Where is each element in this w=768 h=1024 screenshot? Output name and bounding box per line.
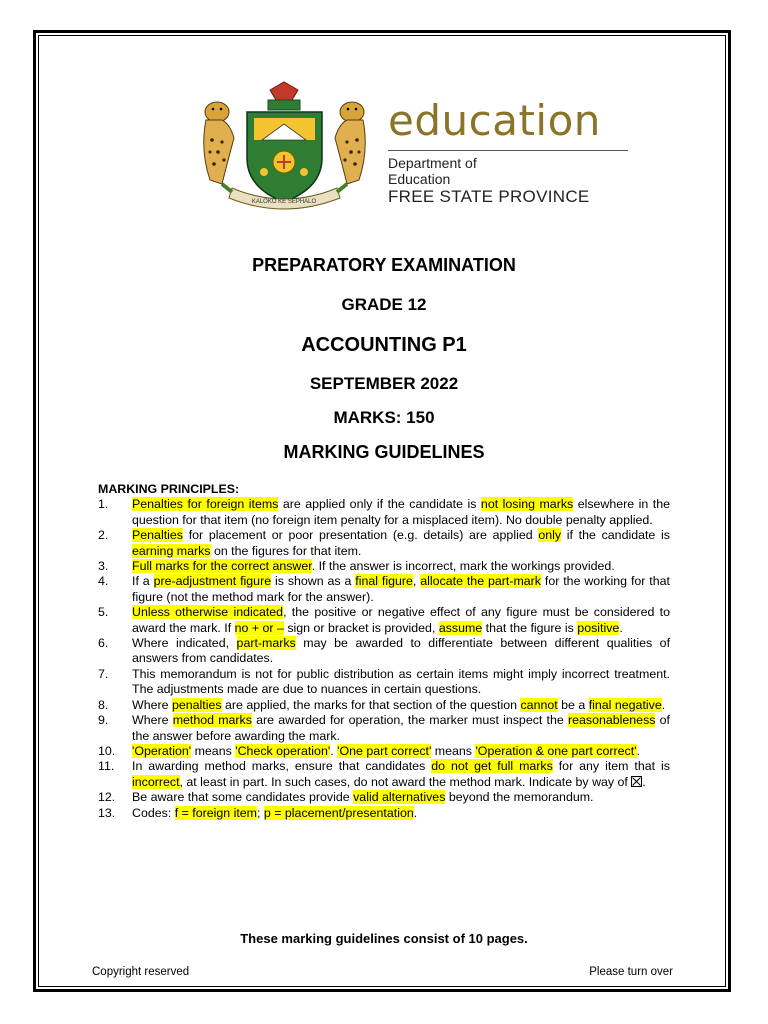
principle-item	[98, 636, 670, 667]
principle-text	[132, 744, 670, 759]
highlighted-text: 'One part correct'	[337, 743, 432, 758]
principle-text	[132, 528, 670, 559]
brand-department: Department of	[388, 155, 477, 171]
principle-text	[132, 667, 670, 698]
principle-number: 12.	[98, 790, 116, 805]
highlighted-text: valid alternatives	[353, 790, 446, 805]
principle-number: 1.	[98, 497, 109, 512]
highlighted-text: incorrect	[132, 774, 180, 789]
principle-number: 10.	[98, 743, 116, 758]
copyright-text: Copyright reserved	[92, 966, 190, 978]
plain-text: , at least in part. In such cases, do not award the method mark. Indicate by way of	[179, 774, 632, 789]
page-count-note: These marking guidelines consist of 10 pages.	[240, 931, 528, 946]
highlighted-text: 'Check operation'	[235, 743, 331, 758]
plain-text: Where	[132, 697, 172, 712]
plain-text: If a	[132, 574, 154, 589]
principle-item	[98, 713, 670, 744]
highlighted-text: Penalties for foreign items	[132, 497, 279, 512]
brand-block	[388, 96, 628, 207]
marking-principles	[98, 482, 670, 821]
plain-text: .	[413, 805, 418, 820]
highlighted-text: Unless otherwise indicated	[132, 605, 284, 620]
plain-text: if the candidate is	[561, 528, 670, 543]
principle-text	[132, 636, 670, 667]
highlighted-text: only	[538, 528, 562, 543]
plain-text: ,	[412, 574, 421, 589]
highlighted-text: reasonableness	[567, 713, 656, 728]
principle-number: 9.	[98, 713, 109, 728]
plain-text: of the answer before awarding the mark.	[132, 713, 670, 743]
plain-text: This memorandum is not for public distribution as certain items might imply incorrect treatment. The adjustments made are due to nuances in certain questions.	[132, 666, 670, 697]
doc-type-heading: MARKING GUIDELINES	[283, 442, 485, 462]
subject-heading: ACCOUNTING P1	[301, 334, 467, 356]
plain-text: means	[191, 743, 236, 758]
plain-text: for any item that is	[552, 759, 670, 774]
marks-heading: MARKS: 150	[333, 408, 435, 427]
plain-text: on the figures for that item.	[210, 543, 362, 558]
principle-item	[98, 497, 670, 528]
highlighted-text: Penalties	[132, 528, 183, 543]
highlighted-text: 'Operation'	[132, 743, 192, 758]
principle-item	[98, 744, 670, 759]
principle-item	[98, 605, 670, 636]
principle-text	[132, 605, 670, 636]
highlighted-text: do not get full marks	[431, 759, 553, 774]
plain-text: . If the answer is incorrect, mark the workings provided.	[311, 559, 615, 574]
principle-number: 4.	[98, 574, 109, 589]
plain-text: Be aware that some candidates provide	[132, 790, 354, 805]
right-leopard-icon	[335, 102, 365, 184]
principle-number: 6.	[98, 636, 109, 651]
principle-number: 2.	[98, 528, 109, 543]
plain-text: Where	[132, 713, 173, 728]
highlighted-text: f = foreign item	[174, 805, 258, 820]
plain-text: means	[431, 743, 476, 758]
exam-heading: PREPARATORY EXAMINATION	[252, 255, 516, 275]
principle-item	[98, 790, 670, 805]
plain-text: that the figure is	[482, 620, 578, 635]
plain-text: be a	[557, 697, 589, 712]
principle-text	[132, 497, 670, 528]
title-block	[0, 255, 768, 463]
highlighted-text: earning marks	[132, 543, 211, 558]
principle-number: 8.	[98, 697, 109, 712]
highlighted-text: 'Operation & one part correct'	[475, 743, 637, 758]
plain-text: .	[619, 620, 623, 635]
highlighted-text: not losing marks	[480, 497, 574, 512]
principle-text	[132, 559, 670, 574]
highlighted-text: allocate the part-mark	[420, 574, 541, 589]
highlighted-text: positive	[577, 620, 620, 635]
plain-text: Codes:	[132, 805, 175, 820]
highlighted-text: p = placement/presentation	[263, 805, 414, 820]
coat-of-arms-icon	[192, 80, 377, 215]
plain-text: is shown as a	[271, 574, 356, 589]
crossed-box-icon	[631, 776, 642, 787]
plain-text: .	[330, 743, 338, 758]
principle-text	[132, 759, 670, 790]
grade-heading: GRADE 12	[341, 295, 427, 314]
plain-text: , the positive or negative effect of any figure must be considered to award the mark. If	[132, 605, 670, 635]
highlighted-text: Full marks for the correct answer	[132, 559, 312, 574]
principle-text	[132, 806, 670, 821]
highlighted-text: no + or –	[234, 620, 284, 635]
principle-item	[98, 528, 670, 559]
highlighted-text: method marks	[172, 713, 252, 728]
principle-number: 3.	[98, 559, 109, 574]
principle-number: 11.	[98, 759, 115, 774]
plain-text: In awarding method marks, ensure that candidates	[132, 759, 432, 774]
principle-number: 5.	[98, 605, 109, 620]
principle-item	[98, 698, 670, 713]
plain-text: beyond the memorandum.	[445, 790, 594, 805]
principle-item	[98, 759, 670, 790]
plain-text: are applied, the marks for that section of the question	[221, 697, 521, 712]
principle-text	[132, 698, 670, 713]
plain-text: for placement or poor presentation (e.g. details) are applied	[182, 528, 539, 543]
brand-education: Education	[388, 171, 451, 187]
plain-text: are applied only if the candidate is	[278, 497, 481, 512]
plain-text: .	[636, 743, 640, 758]
brand-title: education	[388, 96, 601, 145]
highlighted-text: final figure	[355, 574, 413, 589]
plain-text: ;	[257, 805, 264, 820]
plain-text: Where indicated,	[132, 636, 237, 651]
principle-text	[132, 713, 670, 744]
brand-divider	[388, 150, 628, 151]
turn-over-text: Please turn over	[589, 966, 673, 978]
date-heading: SEPTEMBER 2022	[309, 374, 459, 393]
plain-text: sign or bracket is provided,	[283, 620, 439, 635]
principle-item	[98, 667, 670, 698]
principle-item	[98, 574, 670, 605]
principle-item	[98, 559, 670, 574]
left-leopard-icon	[204, 102, 234, 184]
svg-text:KALOKO KE SEPHALO: KALOKO KE SEPHALO	[251, 199, 317, 205]
plain-text: for the working for that figure (not the method mark for the answer).	[132, 574, 670, 604]
principles-title: MARKING PRINCIPLES:	[98, 482, 240, 496]
principles-list	[98, 497, 670, 821]
plain-text: elsewhere in the question for that item (no foreign item penalty for a misplaced item). No double penalty applied.	[132, 497, 671, 527]
principle-text	[132, 790, 670, 805]
principle-item	[98, 806, 670, 821]
header-logo	[192, 80, 632, 220]
principle-number: 13.	[98, 805, 116, 820]
highlighted-text: penalties	[171, 697, 222, 712]
principle-number: 7.	[98, 666, 109, 681]
highlighted-text: cannot	[520, 697, 558, 712]
highlighted-text: final negative	[588, 697, 662, 712]
plain-text: may be awarded to differentiate between different qualities of answers from candidates.	[132, 636, 671, 666]
plain-text: are awarded for operation, the marker must inspect the	[251, 713, 568, 728]
highlighted-text: assume	[438, 620, 483, 635]
plain-text: .	[642, 774, 646, 789]
highlighted-text: part-marks	[236, 636, 296, 651]
highlighted-text: pre-adjustment figure	[153, 574, 272, 589]
brand-province: FREE STATE PROVINCE	[388, 187, 590, 206]
plain-text: .	[661, 697, 666, 712]
principle-text	[132, 574, 670, 605]
